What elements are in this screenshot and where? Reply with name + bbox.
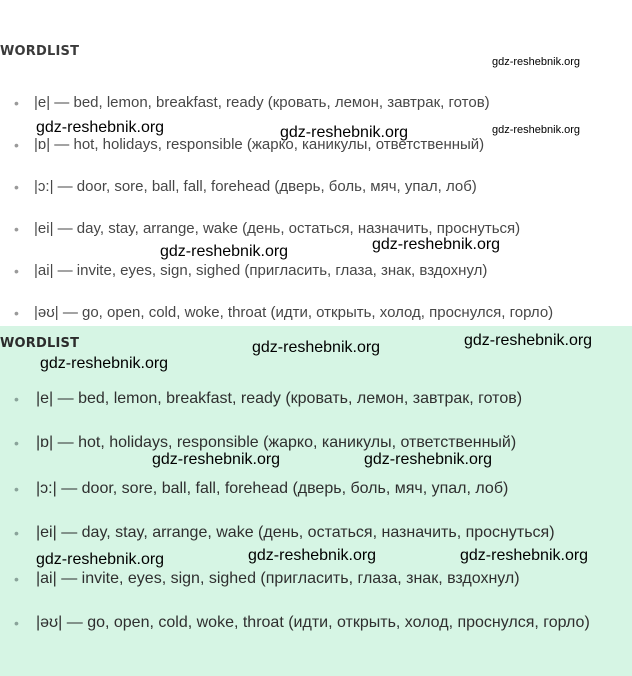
bullet-icon: • xyxy=(14,221,19,237)
wordlist-entry-text: |ei| — day, stay, arrange, wake (день, остаться, назначить, проснуться) xyxy=(34,220,521,237)
bullet-icon: • xyxy=(14,481,19,497)
bullet-icon: • xyxy=(14,525,19,541)
bullet-icon: • xyxy=(14,305,19,321)
watermark: gdz-reshebnik.org xyxy=(460,547,589,564)
wordlist-entry-text: |ɔ:| — door, sore, ball, fall, forehead (дверь, боль, мяч, упал, лоб) xyxy=(36,480,509,497)
wordlist-heading: WORDLIST xyxy=(0,44,80,59)
bullet-icon: • xyxy=(14,615,19,631)
wordlist-entry-text: |ɒ| — hot, holidays, responsible (жарко, каникулы, ответственный) xyxy=(34,136,485,153)
wordlist-entry-text: |ei| — day, stay, arrange, wake (день, остаться, назначить, проснуться) xyxy=(36,524,555,541)
bullet-icon: • xyxy=(14,571,19,587)
bullet-icon: • xyxy=(14,95,19,111)
watermark: gdz-reshebnik.org xyxy=(464,332,593,349)
wordlist-entry-text: |ɔ:| — door, sore, ball, fall, forehead (дверь, боль, мяч, упал, лоб) xyxy=(34,178,477,195)
watermark: gdz-reshebnik.org xyxy=(492,124,581,136)
bullet-icon: • xyxy=(14,391,19,407)
bullet-icon: • xyxy=(14,435,19,451)
wordlist-panel-bottom xyxy=(0,326,632,676)
wordlist-panel-top xyxy=(0,0,632,326)
bullet-icon: • xyxy=(14,137,19,153)
watermark: gdz-reshebnik.org xyxy=(372,236,501,253)
watermark: gdz-reshebnik.org xyxy=(280,124,409,141)
wordlist-entry-text: |əʊ| — go, open, cold, woke, throat (идти, открыть, холод, проснулся, горло) xyxy=(36,614,590,631)
bullet-icon: • xyxy=(14,263,19,279)
wordlist-entry-text: |ɒ| — hot, holidays, responsible (жарко, каникулы, ответственный) xyxy=(36,434,517,451)
watermark: gdz-reshebnik.org xyxy=(36,551,165,568)
watermark: gdz-reshebnik.org xyxy=(36,119,165,136)
watermark: gdz-reshebnik.org xyxy=(40,355,169,372)
wordlist-entry-text: |ai| — invite, eyes, sign, sighed (пригласить, глаза, знак, вздохнул) xyxy=(36,570,520,587)
watermark: gdz-reshebnik.org xyxy=(152,451,281,468)
watermark: gdz-reshebnik.org xyxy=(492,56,581,68)
watermark: gdz-reshebnik.org xyxy=(364,451,493,468)
wordlist-entry-text: |ai| — invite, eyes, sign, sighed (пригласить, глаза, знак, вздохнул) xyxy=(34,262,488,279)
watermark: gdz-reshebnik.org xyxy=(252,339,381,356)
watermark: gdz-reshebnik.org xyxy=(160,243,289,260)
wordlist-entry-text: |e| — bed, lemon, breakfast, ready (кровать, лемон, завтрак, готов) xyxy=(34,94,490,111)
wordlist-entry-text: |e| — bed, lemon, breakfast, ready (кровать, лемон, завтрак, готов) xyxy=(36,390,523,407)
watermark: gdz-reshebnik.org xyxy=(248,547,377,564)
wordlist-entry-text: |əʊ| — go, open, cold, woke, throat (идти, открыть, холод, проснулся, горло) xyxy=(34,304,554,321)
bullet-icon: • xyxy=(14,179,19,195)
wordlist-heading: WORDLIST xyxy=(0,336,80,351)
